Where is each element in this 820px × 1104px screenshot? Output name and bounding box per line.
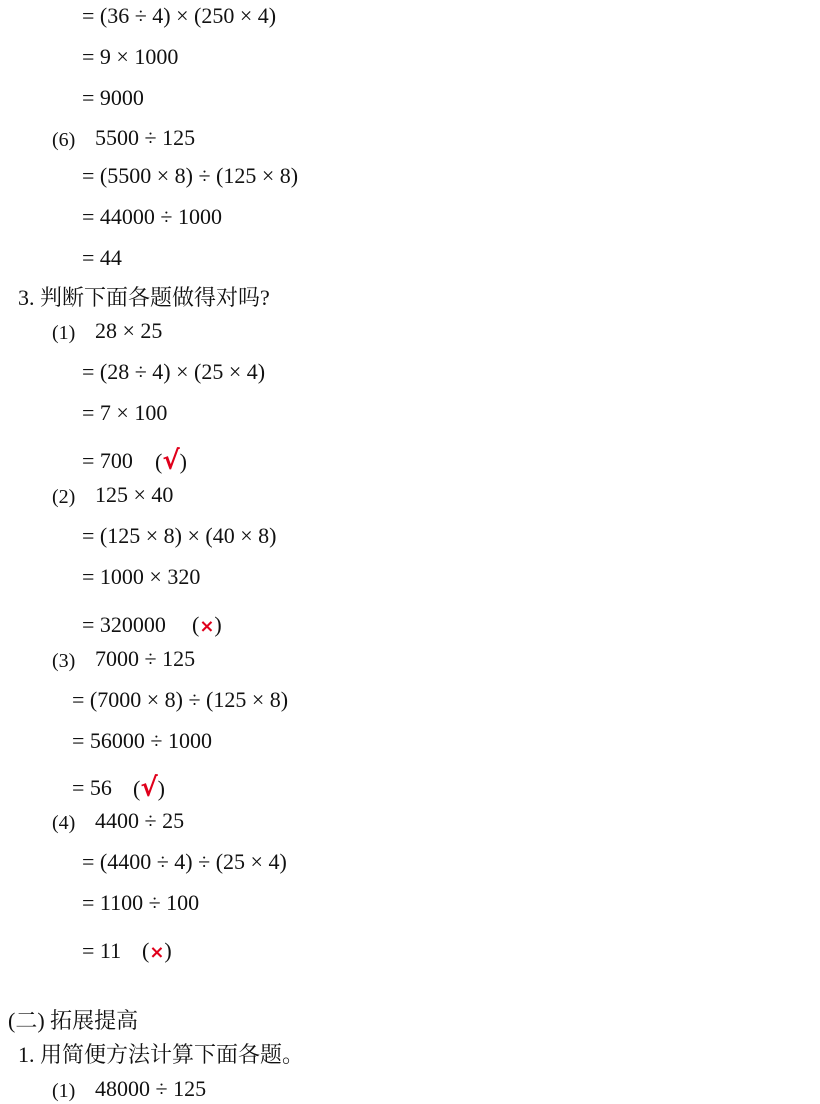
section-heading: (二) 拓展提高 — [8, 1008, 139, 1033]
problem-6-step-2: = 44000 ÷ 1000 — [82, 204, 222, 229]
judge-3-step-3: = 56 — [72, 775, 112, 800]
judge-4-answer: (×) — [142, 938, 172, 963]
judge-2-expression: 125 × 40 — [95, 482, 174, 507]
check-mark-icon: √ — [162, 446, 180, 476]
judge-3-label: (3) — [52, 650, 76, 672]
judge-1-expression: 28 × 25 — [95, 318, 163, 343]
judge-2-step-2: = 1000 × 320 — [82, 564, 201, 589]
judge-4-label: (4) — [52, 812, 76, 834]
prev-step-3: = 9000 — [82, 85, 144, 110]
judge-3-step-1: = (7000 × 8) ÷ (125 × 8) — [72, 687, 289, 712]
judge-3-step-2: = 56000 ÷ 1000 — [72, 728, 212, 753]
question-1-title: 1. 用简便方法计算下面各题。 — [18, 1042, 305, 1067]
extend-1-expression: 48000 ÷ 125 — [95, 1076, 207, 1101]
judge-2-answer: (×) — [192, 612, 222, 637]
judge-1-step-3: = 700 — [82, 448, 133, 473]
prev-step-1: = (36 ÷ 4) × (250 × 4) — [82, 3, 277, 28]
problem-6-step-3: = 44 — [82, 245, 122, 270]
judge-2-step-3: = 320000 — [82, 612, 166, 637]
judge-2-label: (2) — [52, 486, 76, 508]
judge-1-step-1: = (28 ÷ 4) × (25 × 4) — [82, 359, 266, 384]
judge-4-step-3: = 11 — [82, 938, 122, 963]
prev-step-2: = 9 × 1000 — [82, 44, 179, 69]
problem-6-label: (6) — [52, 129, 76, 151]
judge-3-expression: 7000 ÷ 125 — [95, 646, 196, 671]
cross-mark-icon: × — [149, 942, 165, 963]
judge-4-step-1: = (4400 ÷ 4) ÷ (25 × 4) — [82, 849, 287, 874]
check-mark-icon: √ — [140, 773, 158, 803]
question-3-title: 3. 判断下面各题做得对吗? — [18, 285, 270, 310]
extend-1-label: (1) — [52, 1080, 76, 1102]
judge-3-answer: (√) — [133, 773, 165, 803]
problem-6-expression: 5500 ÷ 125 — [95, 125, 196, 150]
judge-4-expression: 4400 ÷ 25 — [95, 808, 185, 833]
judge-4-step-2: = 1100 ÷ 100 — [82, 890, 200, 915]
judge-1-step-2: = 7 × 100 — [82, 400, 168, 425]
problem-6-step-1: = (5500 × 8) ÷ (125 × 8) — [82, 163, 299, 188]
judge-1-answer: (√) — [155, 446, 187, 476]
judge-1-label: (1) — [52, 322, 76, 344]
judge-2-step-1: = (125 × 8) × (40 × 8) — [82, 523, 277, 548]
cross-mark-icon: × — [199, 616, 215, 637]
